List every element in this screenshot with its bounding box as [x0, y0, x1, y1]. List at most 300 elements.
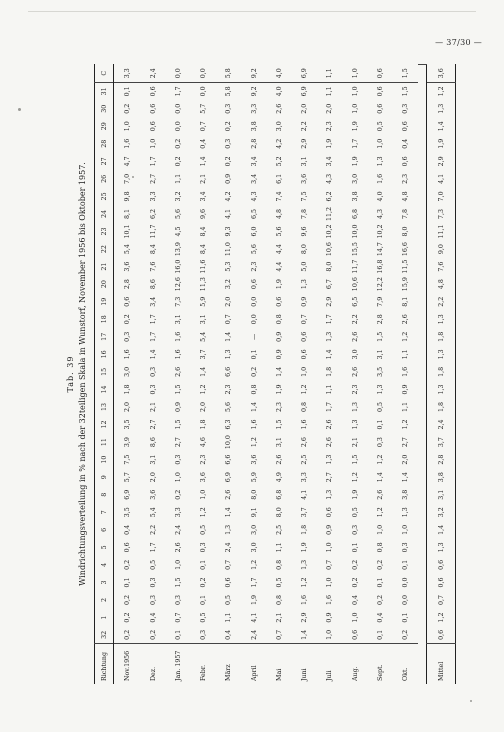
value-cell: 6,1	[275, 173, 283, 184]
value-cell: 1,7	[149, 331, 157, 342]
value-cell: 6,2	[326, 191, 334, 202]
calm-cell: 0,6	[368, 65, 393, 83]
value-cell: 9,1	[250, 507, 258, 518]
value-cell: 2,0	[326, 103, 334, 114]
column-header: 10	[95, 451, 114, 469]
value-cell: 8,1	[401, 296, 409, 307]
value-cell: 2,2	[301, 121, 309, 132]
table-body	[114, 65, 456, 685]
value-cell: 1,8	[427, 328, 456, 346]
value-cell: 1,3	[427, 381, 456, 399]
value-cell: 10,2	[326, 224, 334, 239]
value-cell: 5,8	[225, 86, 233, 97]
table-title: Windrichtungsverteilung in % nach der 32teiligen Skala in Wunstorf, November 1956 bis Oktober 1957.	[78, 162, 87, 586]
value-cell: 8,1	[123, 208, 131, 219]
value-cell: 0,1	[376, 577, 384, 588]
value-cell: 0,0	[401, 595, 409, 606]
value-cell: 1,0	[149, 138, 157, 149]
scan-speck	[18, 108, 21, 111]
value-cell: 9,0	[427, 240, 456, 258]
value-cell: 0,1	[250, 349, 258, 360]
month-cell: Juni	[292, 644, 317, 684]
value-cell: 1,5	[275, 419, 283, 430]
value-cell: 2,6	[301, 437, 309, 448]
value-cell: 1,2	[250, 437, 258, 448]
column-header: 27	[95, 153, 114, 171]
column-header: 2	[95, 591, 114, 609]
value-cell: 8,6	[149, 437, 157, 448]
value-cell: 0,9	[326, 612, 334, 623]
calm-cell: 0,0	[166, 65, 191, 83]
value-cell: 3,0	[250, 524, 258, 535]
mean-row	[427, 65, 456, 685]
value-cell: 0,0	[401, 577, 409, 588]
value-cell: 5,4	[149, 507, 157, 518]
value-cell: 1,5	[401, 86, 409, 97]
top-edge-line	[28, 11, 476, 12]
column-header: 9	[95, 468, 114, 486]
column-header: 21	[95, 258, 114, 276]
value-cell: 2,6	[326, 419, 334, 430]
value-cell: 0,3	[174, 595, 182, 606]
column-header: 29	[95, 117, 114, 135]
value-cell: 7,8	[401, 208, 409, 219]
value-cell: 2,4	[427, 416, 456, 434]
value-cell: 4,2	[275, 138, 283, 149]
value-cell: 0,3	[401, 103, 409, 114]
value-cell: 1,1	[326, 384, 334, 395]
value-cell: 0,6	[427, 626, 456, 644]
value-cell: 1,9	[275, 279, 283, 290]
value-cell: 3,1	[301, 156, 309, 167]
value-cell: 7,0	[123, 173, 131, 184]
value-cell: 4,9	[275, 472, 283, 483]
value-cell: 2,7	[149, 419, 157, 430]
value-cell: 5,0	[301, 261, 309, 272]
value-cell: 1,2	[301, 577, 309, 588]
value-cell: 7,6	[427, 258, 456, 276]
value-cell: 0,3	[225, 138, 233, 149]
value-cell: 5,6	[225, 401, 233, 412]
calm-cell: 9,2	[241, 65, 266, 83]
value-cell: 1,5	[351, 454, 359, 465]
value-cell: 6,5	[351, 296, 359, 307]
value-cell: 2,3	[200, 454, 208, 465]
value-cell: 0,3	[200, 542, 208, 553]
calm-cell: 3,3	[114, 65, 141, 83]
value-cell: 1,8	[301, 524, 309, 535]
value-cell: 4,4	[275, 261, 283, 272]
value-cell: 0,3	[149, 577, 157, 588]
month-cell: Sept.	[368, 644, 393, 684]
value-cell: 1,0	[376, 524, 384, 535]
value-cell: 0,4	[376, 612, 384, 623]
value-cell: 4,3	[250, 191, 258, 202]
value-cell: 0,7	[427, 591, 456, 609]
value-cell: 0,9	[401, 384, 409, 395]
value-cell: 0,7	[225, 559, 233, 570]
value-cell: 0,5	[200, 612, 208, 623]
value-cell: 0,1	[401, 559, 409, 570]
value-cell: 1,0	[301, 366, 309, 377]
value-cell: 8,0	[326, 261, 334, 272]
value-cell: 3,0	[351, 349, 359, 360]
value-cell: 4,1	[250, 612, 258, 623]
value-cell: 15,5	[351, 242, 359, 257]
calm-cell: 5,8	[216, 65, 241, 83]
value-cell: 6,7	[326, 279, 334, 290]
value-cell: 16,8	[376, 259, 384, 274]
value-cell: 0,6	[225, 577, 233, 588]
value-cell: 0,9	[275, 331, 283, 342]
value-cell: 0,3	[149, 595, 157, 606]
value-cell: 3,3	[301, 472, 309, 483]
value-cell: 1,6	[401, 366, 409, 377]
table-row	[368, 65, 393, 685]
value-cell: 0,6	[301, 349, 309, 360]
value-cell: 1,7	[250, 577, 258, 588]
value-cell: 0,5	[351, 507, 359, 518]
value-cell: 0,5	[275, 577, 283, 588]
value-cell: 0,2	[123, 314, 131, 325]
value-cell: 2,6	[275, 454, 283, 465]
value-cell: 2,0	[123, 401, 131, 412]
value-cell: 5,6	[174, 208, 182, 219]
value-cell: 2,7	[326, 472, 334, 483]
value-cell: 1,7	[326, 401, 334, 412]
calm-cell: 4,0	[267, 65, 292, 83]
value-cell: 1,3	[326, 454, 334, 465]
value-cell: 2,0	[149, 472, 157, 483]
value-cell: 0,7	[326, 559, 334, 570]
value-cell: 8,0	[250, 489, 258, 500]
value-cell: 2,9	[326, 296, 334, 307]
value-cell: 1,7	[174, 86, 182, 97]
value-cell: 0,4	[225, 629, 233, 640]
value-cell: 1,3	[427, 346, 456, 364]
value-cell: 0,9	[301, 296, 309, 307]
value-cell: 0,2	[123, 559, 131, 570]
scan-speck	[470, 700, 472, 702]
value-cell: 0,8	[301, 401, 309, 412]
value-cell: 3,3	[250, 103, 258, 114]
value-cell: 4,2	[225, 191, 233, 202]
value-cell: 1,9	[250, 595, 258, 606]
value-cell: 4,3	[326, 173, 334, 184]
value-cell: 0,7	[275, 629, 283, 640]
value-cell: 3,1	[149, 454, 157, 465]
value-cell: 1,5	[376, 331, 384, 342]
table-row	[141, 65, 166, 685]
value-cell: 3,8	[427, 468, 456, 486]
value-cell: 7,9	[376, 296, 384, 307]
value-cell: 3,6	[301, 173, 309, 184]
value-cell: 0,2	[123, 612, 131, 623]
column-header: 16	[95, 346, 114, 364]
value-cell: 0,1	[123, 577, 131, 588]
rotated-table-block	[60, 64, 460, 684]
value-cell: 1,6	[376, 173, 384, 184]
value-cell: 2,3	[275, 401, 283, 412]
value-cell: 2,8	[427, 451, 456, 469]
value-cell: 1,0	[200, 489, 208, 500]
value-cell: 6,8	[275, 489, 283, 500]
value-cell: 2,2	[427, 293, 456, 311]
column-header: 8	[95, 486, 114, 504]
value-cell: 0,3	[200, 629, 208, 640]
value-cell: 1,0	[326, 629, 334, 640]
value-cell: 1,4	[376, 472, 384, 483]
value-cell: 11,7	[351, 259, 359, 274]
column-header: 1	[95, 609, 114, 627]
value-cell: 1,2	[401, 331, 409, 342]
value-cell: 5,9	[200, 296, 208, 307]
value-cell: 0,4	[351, 595, 359, 606]
value-cell: 4,8	[401, 191, 409, 202]
value-cell: 3,7	[301, 507, 309, 518]
value-cell: 3,1	[275, 437, 283, 448]
value-cell: 0,3	[149, 384, 157, 395]
value-cell: 0,2	[376, 559, 384, 570]
value-cell: 1,8	[200, 419, 208, 430]
month-cell: Mai	[267, 644, 292, 684]
value-cell: 1,0	[376, 138, 384, 149]
value-cell: 7,0	[427, 188, 456, 206]
column-header: 18	[95, 310, 114, 328]
value-cell: 0,6	[301, 331, 309, 342]
value-cell: 1,1	[401, 401, 409, 412]
value-cell: 10,6	[326, 242, 334, 257]
value-cell: 13,9	[174, 242, 182, 257]
value-cell: 2,0	[225, 296, 233, 307]
value-cell: 3,8	[351, 191, 359, 202]
value-cell: 1,1	[174, 173, 182, 184]
value-cell: 1,6	[250, 419, 258, 430]
value-cell: 0,6	[401, 121, 409, 132]
value-cell: 0,2	[250, 366, 258, 377]
value-cell: 4,1	[427, 170, 456, 188]
table-row	[191, 65, 216, 685]
column-header: 26	[95, 170, 114, 188]
value-cell: 1,2	[427, 82, 456, 100]
value-cell: 2,0	[301, 103, 309, 114]
value-cell: 1,3	[225, 524, 233, 535]
value-cell: 4,3	[376, 208, 384, 219]
column-header: 20	[95, 275, 114, 293]
month-cell: April	[241, 644, 266, 684]
calm-cell: 2,4	[141, 65, 166, 83]
value-cell: 11,0	[225, 242, 233, 257]
value-cell: 8,4	[200, 226, 208, 237]
value-cell: 0,0	[250, 296, 258, 307]
value-cell: 3,6	[250, 454, 258, 465]
value-cell: 1,4	[326, 349, 334, 360]
value-cell: 0,6	[149, 86, 157, 97]
value-cell: 2,5	[301, 454, 309, 465]
value-cell: 8,0	[401, 226, 409, 237]
value-cell: 5,7	[123, 472, 131, 483]
page-number: — 37/30 —	[435, 38, 482, 47]
value-cell: 3,0	[275, 121, 283, 132]
column-header: 5	[95, 539, 114, 557]
value-cell: 1,2	[376, 507, 384, 518]
value-cell: 0,1	[376, 419, 384, 430]
value-cell: 1,6	[301, 419, 309, 430]
value-cell: 2,3	[225, 384, 233, 395]
value-cell: 0,8	[376, 542, 384, 553]
value-cell: 2,6	[401, 314, 409, 325]
value-cell: 0,0	[174, 121, 182, 132]
value-cell: 1,4	[225, 507, 233, 518]
value-cell: 0,0	[200, 86, 208, 97]
value-cell: 16,6	[401, 242, 409, 257]
value-cell: 0,2	[225, 156, 233, 167]
value-cell: 2,1	[200, 173, 208, 184]
value-cell: 1,2	[200, 384, 208, 395]
column-header: 13	[95, 398, 114, 416]
value-cell: 0,2	[174, 489, 182, 500]
header-row	[95, 65, 114, 685]
value-cell: 3,4	[250, 156, 258, 167]
value-cell: 0,3	[401, 542, 409, 553]
value-cell: 1,3	[427, 539, 456, 557]
value-cell: 1,9	[351, 121, 359, 132]
value-cell: 10,1	[123, 224, 131, 239]
value-cell: 1,2	[376, 454, 384, 465]
value-cell: 0,9	[326, 524, 334, 535]
value-cell: 7,6	[149, 261, 157, 272]
value-cell: 1,4	[301, 629, 309, 640]
value-cell: 3,0	[250, 542, 258, 553]
value-cell: 7,3	[427, 205, 456, 223]
value-cell: 1,1	[326, 86, 334, 97]
value-cell: 2,7	[401, 437, 409, 448]
value-cell: 1,7	[149, 156, 157, 167]
value-cell: 0,5	[225, 595, 233, 606]
value-cell: 5,9	[250, 472, 258, 483]
value-cell: 4,1	[225, 208, 233, 219]
calm-cell: 6,9	[292, 65, 317, 83]
value-cell: 8,0	[275, 507, 283, 518]
value-cell: 0,3	[123, 331, 131, 342]
value-cell: 2,4	[174, 524, 182, 535]
value-cell: 1,0	[351, 86, 359, 97]
value-cell: 1,2	[301, 384, 309, 395]
value-cell: 0,6	[275, 296, 283, 307]
value-cell: 1,3	[401, 507, 409, 518]
direction-header: Richtung	[95, 644, 114, 684]
value-cell: 6,3	[225, 419, 233, 430]
value-cell: 2,3	[401, 173, 409, 184]
value-cell: 0,2	[149, 629, 157, 640]
calm-cell: 0,0	[191, 65, 216, 83]
value-cell: 1,3	[376, 156, 384, 167]
value-cell: 0,6	[376, 103, 384, 114]
value-cell: 1,4	[401, 472, 409, 483]
value-cell: 0,5	[376, 401, 384, 412]
value-cell: 1,3	[351, 401, 359, 412]
value-cell: 2,9	[301, 612, 309, 623]
value-cell: 2,4	[225, 542, 233, 553]
column-header: 32	[95, 626, 114, 644]
calm-cell: 1,1	[317, 65, 342, 83]
table-row	[393, 65, 418, 685]
value-cell: 3,9	[123, 437, 131, 448]
value-cell: 2,6	[174, 542, 182, 553]
column-header: 22	[95, 240, 114, 258]
value-cell: 1,2	[200, 507, 208, 518]
value-cell: 12,2	[376, 277, 384, 292]
value-cell: 0,4	[200, 138, 208, 149]
column-header: 6	[95, 521, 114, 539]
value-cell: 9,8	[123, 191, 131, 202]
value-cell: 7,4	[275, 191, 283, 202]
value-cell: 0,7	[225, 314, 233, 325]
value-cell: 1,0	[174, 472, 182, 483]
value-cell: 0,6	[427, 556, 456, 574]
month-cell: Febr.	[191, 644, 216, 684]
value-cell: 3,7	[427, 433, 456, 451]
column-header: 19	[95, 293, 114, 311]
calm-cell: 3,6	[427, 65, 456, 83]
month-cell: März	[216, 644, 241, 684]
spacer-cell	[418, 65, 427, 685]
table-label: Tab. 39	[66, 355, 75, 393]
value-cell: 1,0	[326, 542, 334, 553]
value-cell: 6,6	[225, 454, 233, 465]
value-cell: 0,7	[174, 612, 182, 623]
column-header: 31	[95, 82, 114, 100]
month-cell: Dez.	[141, 644, 166, 684]
value-cell: 1,4	[427, 521, 456, 539]
spacer-row	[418, 65, 427, 685]
value-cell: 0,2	[225, 121, 233, 132]
value-cell: 2,5	[275, 524, 283, 535]
value-cell: 11,5	[401, 259, 409, 274]
value-cell: 1,8	[326, 366, 334, 377]
value-cell: 3,1	[376, 349, 384, 360]
value-cell: 1,6	[123, 349, 131, 360]
value-cell: 1,4	[275, 366, 283, 377]
value-cell: 3,4	[250, 173, 258, 184]
value-cell: 3,8	[401, 489, 409, 500]
value-cell: 16,0	[174, 259, 182, 274]
value-cell: 0,2	[401, 629, 409, 640]
value-cell: 4,7	[123, 156, 131, 167]
value-cell: 9,6	[200, 208, 208, 219]
calm-cell: 1,5	[393, 65, 418, 83]
value-cell: 0,3	[351, 524, 359, 535]
value-cell: 3,2	[427, 504, 456, 522]
value-cell: 2,1	[351, 437, 359, 448]
column-header: 25	[95, 188, 114, 206]
value-cell: 1,6	[174, 349, 182, 360]
month-cell: Okt.	[393, 644, 418, 684]
value-cell: 3,6	[123, 261, 131, 272]
value-cell: 1,4	[427, 117, 456, 135]
value-cell: 1,2	[250, 559, 258, 570]
value-cell: 2,9	[301, 138, 309, 149]
value-cell: 0,1	[174, 629, 182, 640]
value-cell: 6,0	[250, 226, 258, 237]
value-cell: 1,2	[401, 419, 409, 430]
value-cell: 6,2	[149, 208, 157, 219]
value-cell: 4,0	[275, 86, 283, 97]
value-cell: 1,0	[351, 103, 359, 114]
column-header: 14	[95, 381, 114, 399]
value-cell: 2,8	[250, 138, 258, 149]
value-cell: 1,6	[326, 595, 334, 606]
